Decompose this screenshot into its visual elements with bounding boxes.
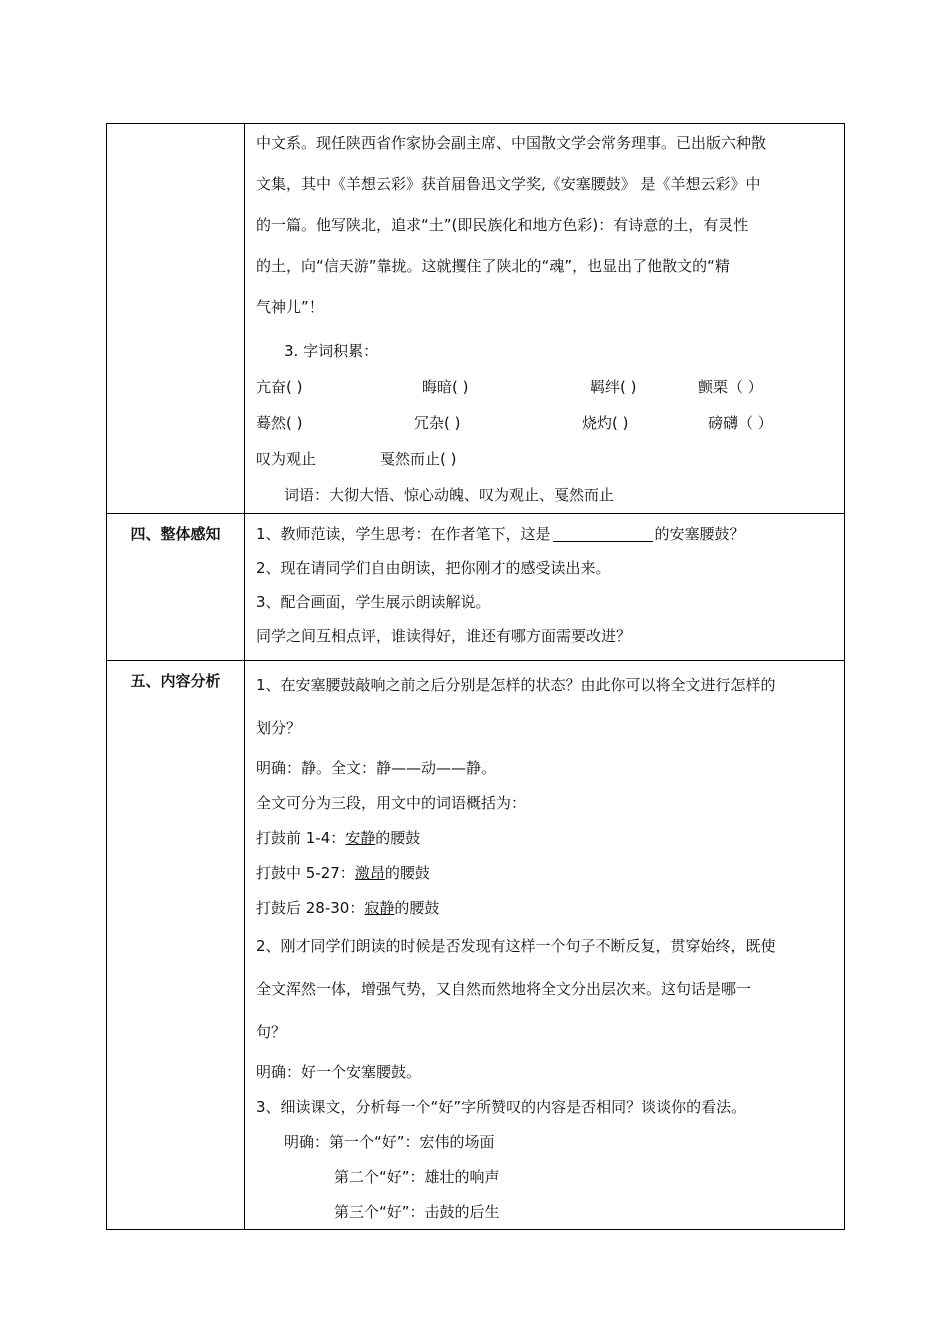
section5-line: 划分？	[256, 719, 302, 737]
section5-line: 句？	[256, 1023, 287, 1041]
underlined-word: 寂静	[364, 899, 395, 917]
line-text: 1、教师范读，学生思考：在作者笔下，这是	[256, 525, 551, 543]
section-label-text: 五、内容分析	[130, 672, 221, 690]
underlined-word: 激昂	[354, 864, 385, 882]
vocab-heading: 3. 字词积累：	[284, 342, 379, 360]
section5-line: 全文可分为三段，用文中的词语概括为：	[256, 794, 527, 812]
table-row	[107, 124, 845, 514]
section4-line: 3、配合画面，学生展示朗读解说。	[256, 593, 491, 611]
section5-line: 明确：好一个安塞腰鼓。	[256, 1063, 422, 1081]
section5-line: 1、在安塞腰鼓敲响之前之后分别是怎样的状态？由此你可以将全文进行怎样的	[256, 676, 776, 694]
section5-line: 第三个“好”：击鼓的后生	[334, 1203, 500, 1221]
underlined-word: 安静	[345, 829, 376, 847]
answer-blank	[553, 527, 653, 542]
line-text: 的腰鼓	[384, 864, 430, 882]
vocab-row	[256, 441, 834, 477]
section5-line: 2、刚才同学们朗读的时候是否发现有这样一个句子不断反复，贯穿始终，既使	[256, 937, 776, 955]
vocab-item: 颤栗（ ）	[698, 378, 763, 396]
section5-line: 全文浑然一体，增强气势，又自然而然地将全文分出层次来。这句话是哪一	[256, 980, 752, 998]
vocab-row	[256, 369, 834, 405]
section-label	[107, 661, 245, 1230]
lesson-table	[106, 123, 845, 1230]
table-row	[107, 514, 845, 661]
section4-line: 同学之间互相点评，谁读得好，谁还有哪方面需要改进？	[256, 627, 632, 645]
vocab-row	[256, 405, 834, 441]
vocab-item: 蓦然( )	[256, 414, 303, 432]
intro-cell	[245, 124, 845, 514]
section5-line: 明确：第一个“好”：宏伟的场面	[284, 1133, 495, 1151]
intro-line: 中文系。现任陕西省作家协会副主席、中国散文学会常务理事。已出版六种散	[256, 134, 767, 152]
line-text: 的腰鼓	[375, 829, 421, 847]
section5-line	[256, 820, 834, 855]
vocab-item: 冗杂( )	[414, 414, 461, 432]
intro-line: 文集，其中《羊想云彩》获首届鲁迅文学奖,《安塞腰鼓》 是《羊想云彩》中	[256, 175, 761, 193]
vocab-item: 烧灼( )	[582, 414, 629, 432]
empty-label-cell	[107, 124, 245, 514]
intro-line: 气神儿”！	[256, 298, 324, 316]
section-label	[107, 514, 245, 661]
line-text: 打鼓后 28-30：	[256, 899, 365, 917]
section5-line: 第二个“好”：雄壮的响声	[334, 1168, 500, 1186]
section4-cell	[245, 514, 845, 661]
line-text: 的安塞腰鼓？	[654, 525, 745, 543]
vocab-item: 磅礴（ ）	[708, 414, 773, 432]
line-text: 打鼓中 5-27：	[256, 864, 355, 882]
line-text: 的腰鼓	[394, 899, 440, 917]
line-text: 打鼓前 1-4：	[256, 829, 346, 847]
section5-line	[256, 855, 834, 890]
intro-line: 的土，向“信天游”靠拢。这就攫住了陕北的“魂”，也显出了他散文的“精	[256, 257, 730, 275]
section5-line: 明确：静。全文：静——动——静。	[256, 759, 497, 777]
table-row	[107, 661, 845, 1230]
section4-line: 2、现在请同学们自由朗读，把你刚才的感受读出来。	[256, 559, 611, 577]
vocab-item: 羁绊( )	[590, 378, 637, 396]
vocab-item: 戛然而止( )	[380, 450, 457, 468]
words-line: 词语：大彻大悟、惊心动魄、叹为观止、戛然而止	[284, 486, 615, 504]
section5-cell	[245, 661, 845, 1230]
section5-line	[256, 890, 834, 925]
intro-line: 的一篇。他写陕北，追求“土”(即民族化和地方色彩)：有诗意的土，有灵性	[256, 216, 749, 234]
section5-line: 3、细读课文，分析每一个“好”字所赞叹的内容是否相同？谈谈你的看法。	[256, 1098, 747, 1116]
section4-line	[256, 516, 834, 550]
vocab-item: 亢奋( )	[256, 378, 303, 396]
vocab-item: 叹为观止	[256, 450, 317, 468]
section-label-text: 四、整体感知	[130, 525, 221, 543]
vocab-item: 晦暗( )	[422, 378, 469, 396]
